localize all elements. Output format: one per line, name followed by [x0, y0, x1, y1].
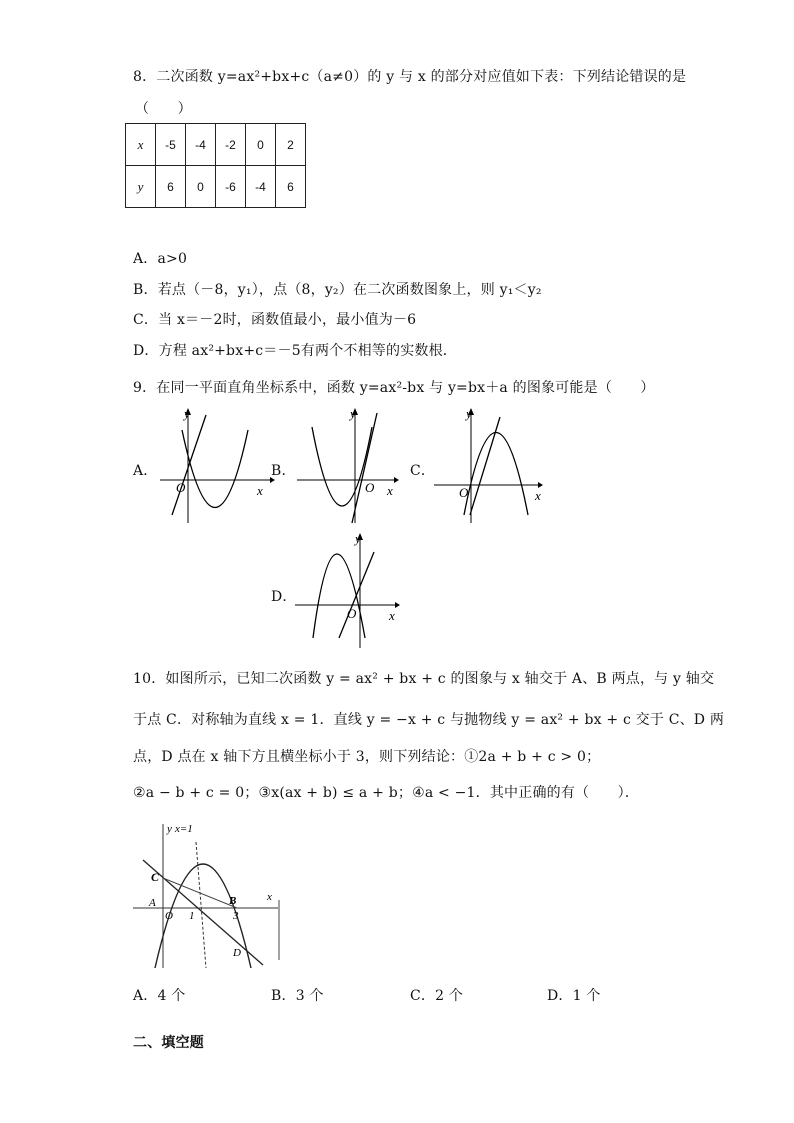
tick-1-label: 1: [189, 910, 195, 922]
q8-stem: 8．二次函数 y=ax²+bx+c（a≠0）的 y 与 x 的部分对应值如下表：下列结论错误的是: [133, 69, 687, 85]
y-label: y: [466, 406, 472, 421]
table-cell: -5: [156, 124, 186, 166]
y-label: y: [167, 823, 172, 835]
q9-option-d-label: D．: [271, 589, 297, 605]
q10-line-3: 点，D 点在 x 轴下方且横坐标小于 3，则下列结论：①2a + b + c > 0；: [133, 749, 601, 765]
x-label: x: [535, 488, 541, 503]
origin-label: O: [365, 480, 375, 495]
q8-option-b: B．若点（－8，y₁），点（8，y₂）在二次函数图象上，则 y₁＜y₂: [133, 282, 542, 298]
line-y-eq-neg-x-plus-c: [143, 860, 263, 965]
q9-option-b-label: B．: [271, 463, 296, 479]
x-axis-arrow: [394, 477, 399, 483]
point-a-label: A: [149, 897, 156, 909]
table-header-x: x: [126, 124, 156, 166]
table-cell: 6: [156, 166, 186, 208]
q8-option-a: A．a>0: [133, 251, 188, 267]
x-label: x: [387, 483, 393, 498]
origin-label: O: [347, 606, 357, 621]
y-label: y: [355, 531, 361, 546]
table-cell: 0: [246, 124, 276, 166]
q9-graph-b: [297, 405, 412, 525]
table-cell: 6: [276, 166, 306, 208]
q10-option-d: D．1 个: [547, 988, 601, 1004]
symmetry-axis-label: x=1: [175, 823, 193, 835]
table-header-y: y: [126, 166, 156, 208]
q9-graph-a: [160, 405, 275, 525]
q10-option-c: C．2 个: [410, 988, 464, 1004]
point-o-label: O: [165, 910, 173, 922]
line: [339, 552, 374, 638]
origin-label: O: [176, 480, 186, 495]
parabola: [182, 430, 248, 508]
line: [470, 417, 500, 515]
table-cell: -2: [216, 124, 246, 166]
point-d-label: D: [233, 947, 241, 959]
q10-option-b: B．3 个: [271, 988, 324, 1004]
q10-option-a: A．4 个: [133, 988, 186, 1004]
q9-graph-c: [434, 405, 549, 525]
q10-line-2: 于点 C．对称轴为直线 x = 1．直线 y = −x + c 与抛物线 y = ax² + bx + c 交于 C、D 两: [133, 712, 725, 728]
table-cell: -4: [246, 166, 276, 208]
y-label: y: [184, 406, 190, 421]
q10-line-1: 10．如图所示，已知二次函数 y = ax² + bx + c 的图象与 x 轴交于 A、B 两点，与 y 轴交: [133, 671, 715, 687]
q8-value-table: [125, 123, 306, 208]
q9-option-a-label: A．: [133, 463, 158, 479]
point-c-label: C: [151, 870, 160, 884]
y-label: y: [350, 406, 356, 421]
parabola: [313, 554, 365, 638]
table-cell: -6: [216, 166, 246, 208]
x-label: x: [267, 891, 272, 903]
q8-option-c: C．当 x＝－2时，函数值最小，最小值为－6: [133, 312, 417, 328]
x-label: x: [257, 483, 263, 498]
origin-label: O: [459, 485, 469, 500]
q9-option-c-label: C．: [410, 463, 436, 479]
line: [352, 413, 377, 523]
table-cell: -4: [186, 124, 216, 166]
q9-graph-d: [295, 530, 410, 650]
q10-line-4: ②a − b + c = 0；③x(ax + b) ≤ a + b；④a < −1．其中正确的有（ ）．: [133, 785, 640, 801]
table-row-y: [126, 166, 306, 208]
line: [172, 415, 206, 515]
symmetry-axis: [196, 842, 206, 968]
q9-stem: 9．在同一平面直角坐标系中，函数 y=ax²-bx 与 y=bx＋a 的图象可能是（ ）: [133, 380, 655, 396]
x-label: x: [389, 608, 395, 623]
table-row-x: [126, 124, 306, 166]
tick-3-label: 3: [233, 910, 239, 922]
q8-option-d: D．方程 ax²+bx+c＝－5有两个不相等的实数根．: [133, 343, 457, 359]
table-cell: 0: [186, 166, 216, 208]
q10-figure: [133, 820, 283, 970]
section-heading: 二、填空题: [133, 1035, 204, 1051]
point-b-label: B: [229, 895, 237, 907]
x-axis-arrow: [395, 602, 400, 608]
table-cell: 2: [276, 124, 306, 166]
parabola: [312, 427, 372, 506]
q8-answer-paren: （ ）: [135, 101, 192, 117]
